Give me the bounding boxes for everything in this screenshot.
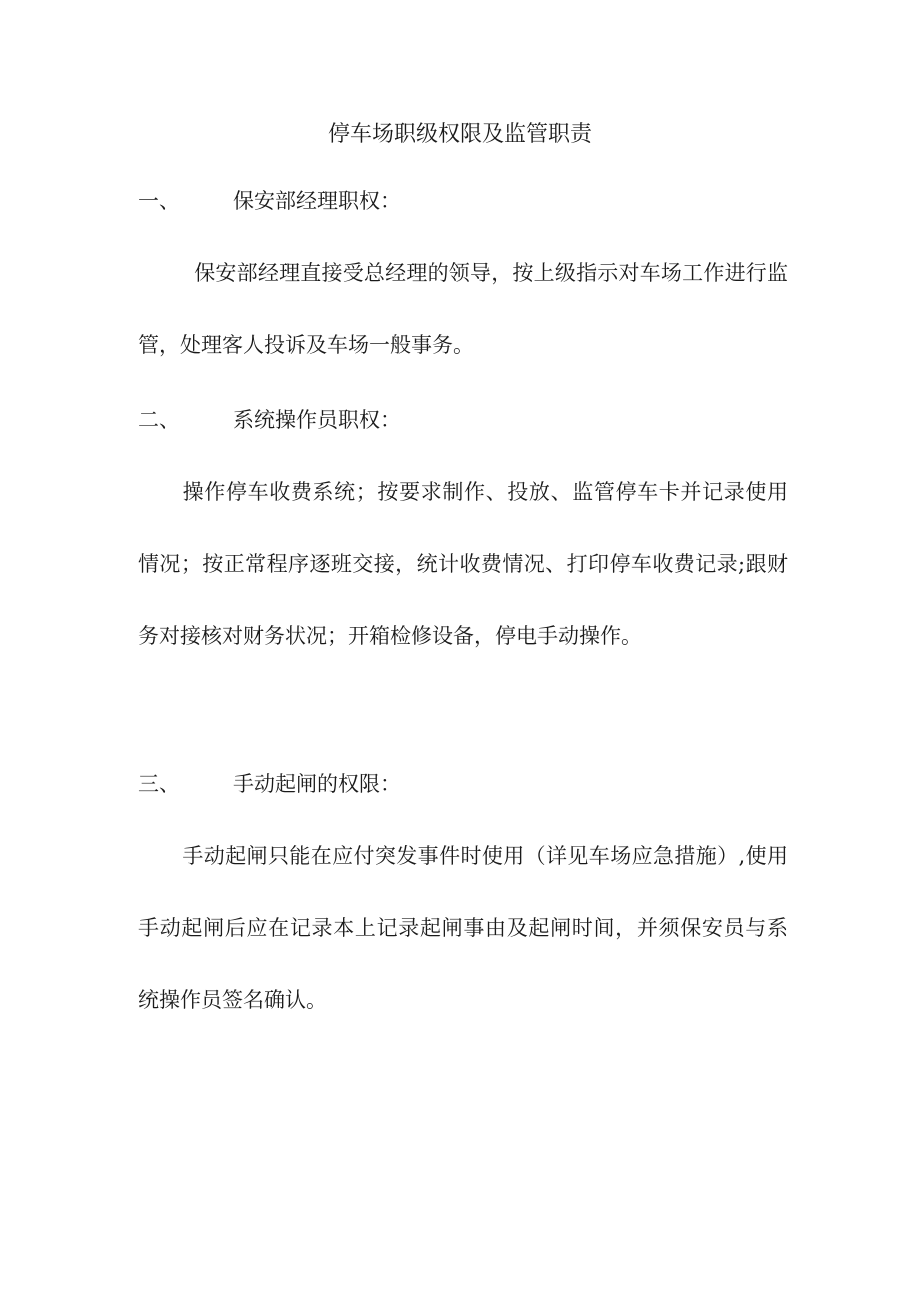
section-heading-1	[138, 184, 401, 218]
section-text-1: 保安部经理直接受总经理的领导，按上级指示对车场工作进行监管，处理客人投诉及车场一般事务。	[138, 261, 788, 357]
section-number-2: 二、	[138, 408, 180, 432]
section-heading-2	[138, 403, 401, 437]
section-text-3: 手动起闸只能在应付突发事件时使用（详见车场应急措施）,使用手动起闸后应在记录本上记录起闸事由及起闸时间，并须保安员与系统操作员签名确认。	[138, 844, 788, 1012]
section-heading-3	[138, 767, 401, 801]
section-title-3: 手动起闸的权限：	[233, 772, 401, 796]
section-title-2: 系统操作员职权：	[233, 408, 401, 432]
document-title: 停车场职级权限及监管职责	[327, 122, 592, 147]
section-text-2: 操作停车收费系统；按要求制作、投放、监管停车卡并记录使用情况；按正常程序逐班交接，统计收费情况、打印停车收费记录;跟财务对接核对财务状况；开箱检修设备，停电手动操作。	[138, 480, 788, 648]
section-body-2	[138, 456, 788, 672]
section-body-3	[138, 820, 788, 1036]
section-title-1: 保安部经理职权：	[233, 189, 401, 213]
section-number-1: 一、	[138, 189, 180, 213]
section-number-3: 三、	[138, 772, 180, 796]
section-body-1	[138, 237, 788, 381]
